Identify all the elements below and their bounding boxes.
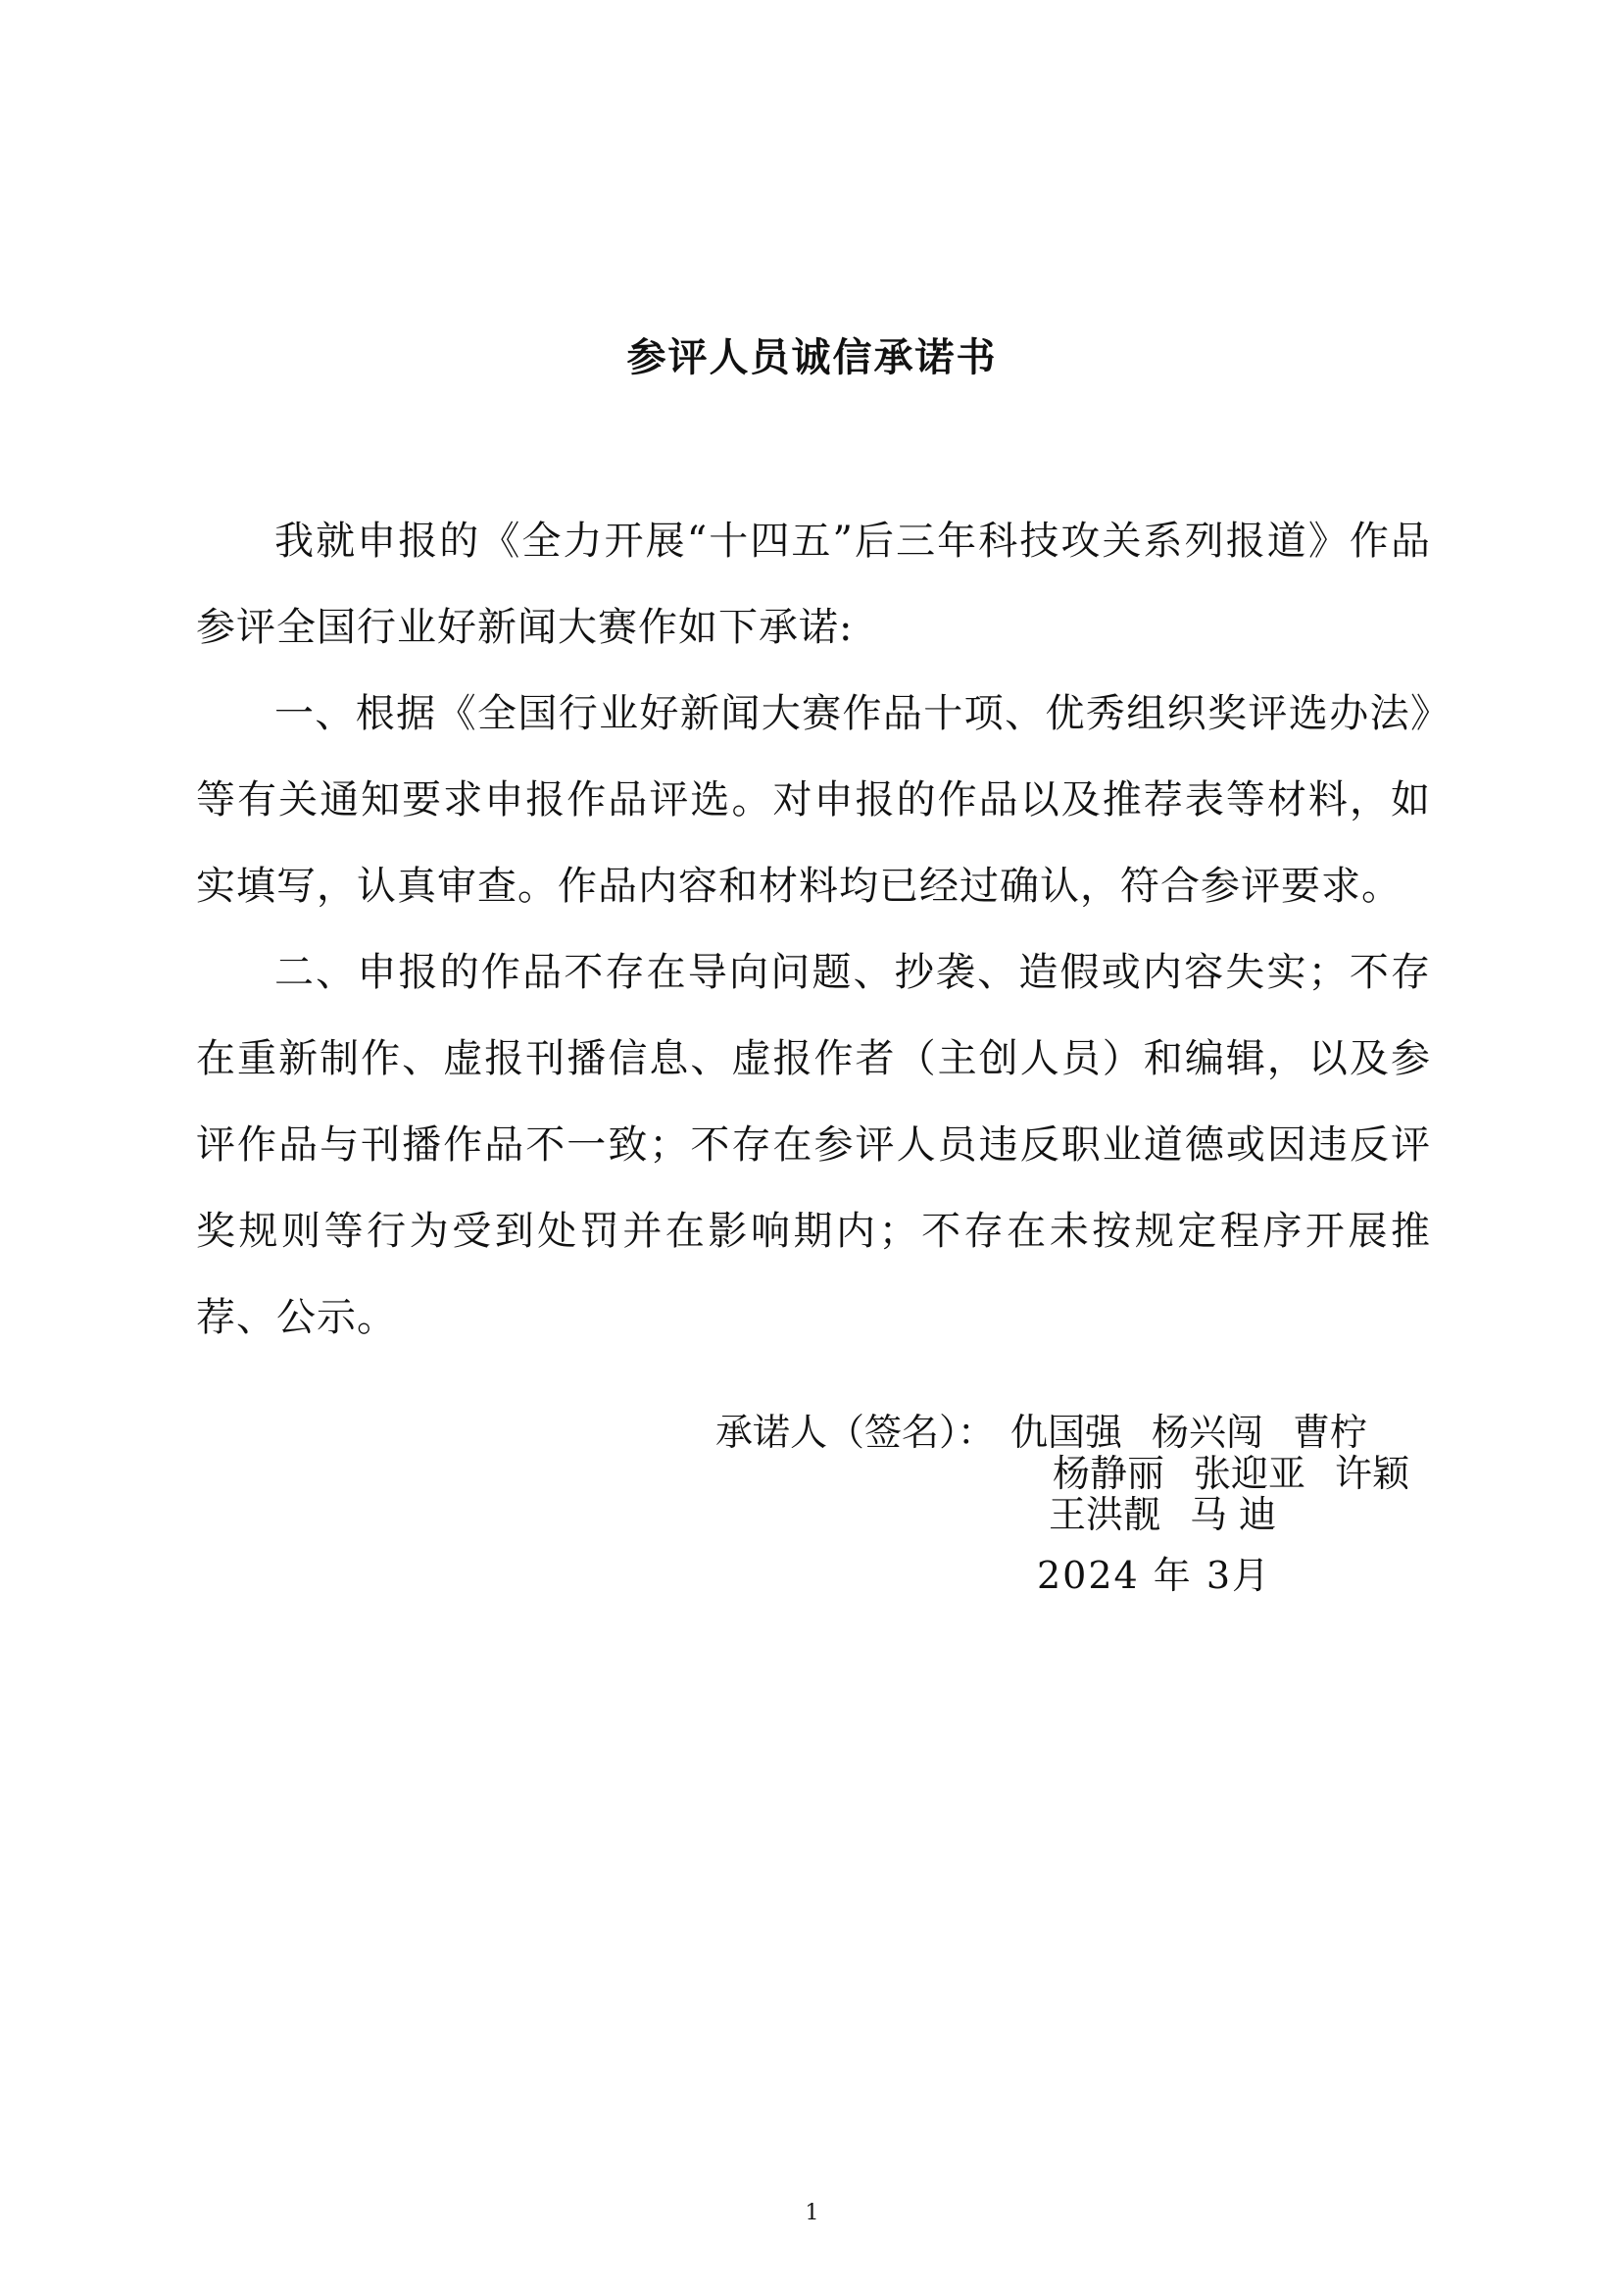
signer-name: 曹柠 (1293, 1411, 1368, 1454)
signer-name: 王洪靓 (1049, 1493, 1161, 1536)
signer-name: 杨静丽 (1053, 1452, 1165, 1495)
pledge-label: 承诺人（签名）： (715, 1411, 996, 1454)
signer-name: 马 迪 (1190, 1493, 1277, 1536)
pledge-signature-block (715, 1412, 1460, 1535)
signer-row (1053, 1453, 1460, 1494)
paragraph-clause-1: 一、根据《全国行业好新闻大赛作品十项、优秀组织奖评选办法》等有关通知要求申报作品评选。对申报的作品以及推荐表等材料，如实填写，认真审查。作品内容和材料均已经过确认，符合参评要求。 (196, 691, 1431, 909)
signer-name: 仇国强 (1010, 1411, 1123, 1454)
signer-row (1010, 1412, 1367, 1453)
pledge-date: 2024 年 3月 (1037, 1554, 1272, 1597)
signer-name: 许颖 (1335, 1452, 1410, 1495)
document-title: 参评人员诚信承诺书 (626, 334, 998, 380)
signer-name: 张迎亚 (1194, 1452, 1306, 1495)
signer-row (1049, 1494, 1460, 1535)
signer-name: 杨兴闯 (1152, 1411, 1264, 1454)
pledge-row (715, 1412, 1460, 1453)
paragraph-intro: 我就申报的《全力开展“十四五”后三年科技攻关系列报道》作品参评全国行业好新闻大赛作如下承诺: (196, 519, 1431, 650)
page-number: 1 (805, 2201, 819, 2225)
paragraph-clause-2: 二、申报的作品不存在导向问题、抄袭、造假或内容失实；不存在重新制作、虚报刊播信息、虚报作者（主创人员）和编辑，以及参评作品与刊播作品不一致；不存在参评人员违反职业道德或因违反评奖规则等行为受到处罚并在影响期内；不存在未按规定程序开展推荐、公示。 (196, 950, 1431, 1340)
document-body (196, 498, 1431, 1361)
